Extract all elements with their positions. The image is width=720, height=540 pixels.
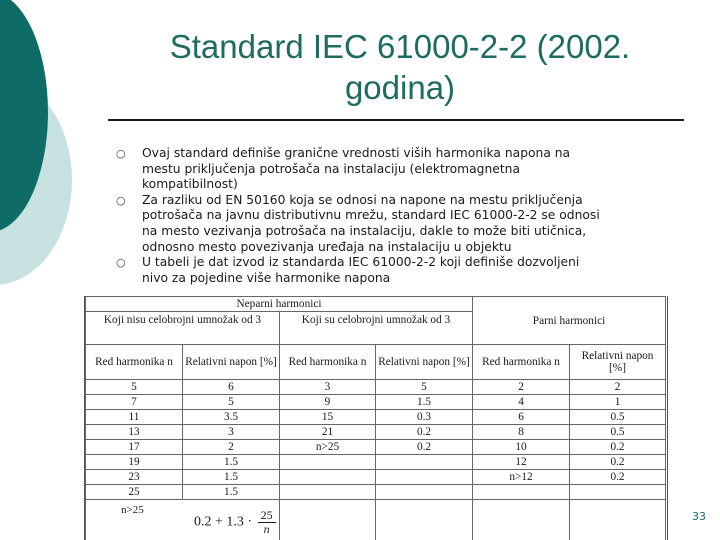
formula-text: 0.2 + 1.3 ·: [194, 514, 253, 530]
table-row: [86, 455, 666, 470]
column-header-relative: Relativni napon [%]: [570, 345, 666, 380]
table-cell: 3: [183, 425, 280, 440]
table-cell: 1.5: [376, 395, 473, 410]
table-cell: 8: [473, 425, 570, 440]
table-cell: 0.2: [570, 440, 666, 455]
table-cell: 4: [473, 395, 570, 410]
table-cell: [570, 485, 666, 500]
table-cell: 6: [473, 410, 570, 425]
table-cell: 2: [473, 380, 570, 395]
slide-title-line-2: godina): [344, 69, 456, 106]
formula-fraction: [258, 509, 276, 536]
bullet-item: [116, 146, 676, 193]
table-formula-row: [86, 500, 666, 540]
table-cell: n>25: [280, 440, 376, 455]
table-cell: 5: [86, 380, 183, 395]
table-cell: 1.5: [183, 455, 280, 470]
hollow-circle-bullet-icon: ○: [116, 193, 126, 207]
odd-harmonics-header: Neparni harmonici: [86, 297, 473, 312]
bullet-text: Ovaj standard definiše granične vrednosti viših harmonika napona na mestu priključenja potrošača na instalaciju (elektromagnetna kompatibilnost): [142, 146, 571, 192]
table-cell: 10: [473, 440, 570, 455]
table-row: [86, 485, 666, 500]
slide-title: [120, 26, 680, 108]
table-header-row: [86, 297, 666, 312]
bullet-item: [116, 255, 676, 286]
table-cell: 21: [280, 425, 376, 440]
odd-triplen-header: Koji su celobrojni umnožak od 3: [280, 312, 473, 345]
table-row: [86, 380, 666, 395]
table-cell: 3.5: [183, 410, 280, 425]
table-cell: 1: [570, 395, 666, 410]
slide-title-line-1: Standard IEC 61000-2-2 (2002.: [169, 28, 631, 65]
table-cell: [473, 485, 570, 500]
table-cell: 13: [86, 425, 183, 440]
table-cell: [280, 485, 376, 500]
formula-denominator: n: [263, 522, 270, 536]
table-cell: 15: [280, 410, 376, 425]
table-cell: [376, 470, 473, 485]
table-cell: 17: [86, 440, 183, 455]
formula-order-label: n>25: [121, 504, 144, 516]
formula-cell: [86, 500, 280, 540]
table-cell: 0.2: [376, 440, 473, 455]
hollow-circle-bullet-icon: ○: [116, 147, 126, 160]
bullet-list: [116, 146, 676, 286]
harmonics-table: [85, 296, 666, 540]
page-number: 33: [692, 510, 706, 523]
table-cell: [376, 455, 473, 470]
decorative-teal-circles: [0, 0, 100, 290]
formula-numerator: 25: [258, 509, 276, 523]
table-row: [86, 425, 666, 440]
table-cell: 2: [570, 380, 666, 395]
column-header-order: Red harmonika n: [280, 345, 376, 380]
column-header-order: Red harmonika n: [86, 345, 183, 380]
table-cell-empty: [280, 500, 376, 540]
table-cell: 0.2: [570, 470, 666, 485]
table-cell: 0.2: [376, 425, 473, 440]
bullet-text: U tabeli je dat izvod iz standarda IEC 61000-2-2 koji definiše dozvoljeni nivo za pojedine više harmonike napona: [142, 255, 580, 285]
table-cell: 0.3: [376, 410, 473, 425]
decorative-circles-graphic: [0, 0, 100, 290]
title-divider: [108, 119, 684, 121]
table-cell: 0.2: [570, 455, 666, 470]
table-row: [86, 470, 666, 485]
table-row: [86, 410, 666, 425]
table-cell: 23: [86, 470, 183, 485]
table-cell-empty: [473, 500, 570, 540]
column-header-order: Red harmonika n: [473, 345, 570, 380]
table-column-header-row: [86, 345, 666, 380]
table-cell-empty: [570, 500, 666, 540]
table-cell: 7: [86, 395, 183, 410]
column-header-relative: Relativni napon [%]: [376, 345, 473, 380]
table-cell: 0.5: [570, 425, 666, 440]
formula: [194, 509, 276, 536]
hollow-circle-bullet-icon: ○: [116, 256, 126, 270]
table-cell: 3: [280, 380, 376, 395]
table-cell: 0.5: [570, 410, 666, 425]
table-cell: 11: [86, 410, 183, 425]
table-cell: [280, 470, 376, 485]
table-cell: n>12: [473, 470, 570, 485]
table-cell: 19: [86, 455, 183, 470]
table-cell-empty: [376, 500, 473, 540]
table-cell: 6: [183, 380, 280, 395]
odd-non-triplen-header: Koji nisu celobrojni umnožak od 3: [86, 312, 280, 345]
bullet-item: [116, 193, 676, 255]
table-cell: 1.5: [183, 485, 280, 500]
table-cell: 25: [86, 485, 183, 500]
bullet-text: Za razliku od EN 50160 koja se odnosi na napone na mestu priključenja potrošača na javnu distributivnu mrežu, standard IEC 61000-2-2 se odnosi na mesto vezivanja potrošača na instalaciju, dakle to može biti utičnica, odnosno mesto povezivanja uređaja na instalaciju u objektu: [142, 192, 600, 254]
table-cell: 5: [376, 380, 473, 395]
column-header-relative: Relativni napon [%]: [183, 345, 280, 380]
table-cell: 1.5: [183, 470, 280, 485]
table-row: [86, 440, 666, 455]
table-cell: 2: [183, 440, 280, 455]
table-cell: 5: [183, 395, 280, 410]
table-cell: 12: [473, 455, 570, 470]
even-harmonics-header: Parni harmonici: [473, 297, 666, 345]
harmonics-table-image: [84, 296, 668, 540]
table-row: [86, 395, 666, 410]
table-cell: 9: [280, 395, 376, 410]
table-cell: [376, 485, 473, 500]
table-cell: [280, 455, 376, 470]
